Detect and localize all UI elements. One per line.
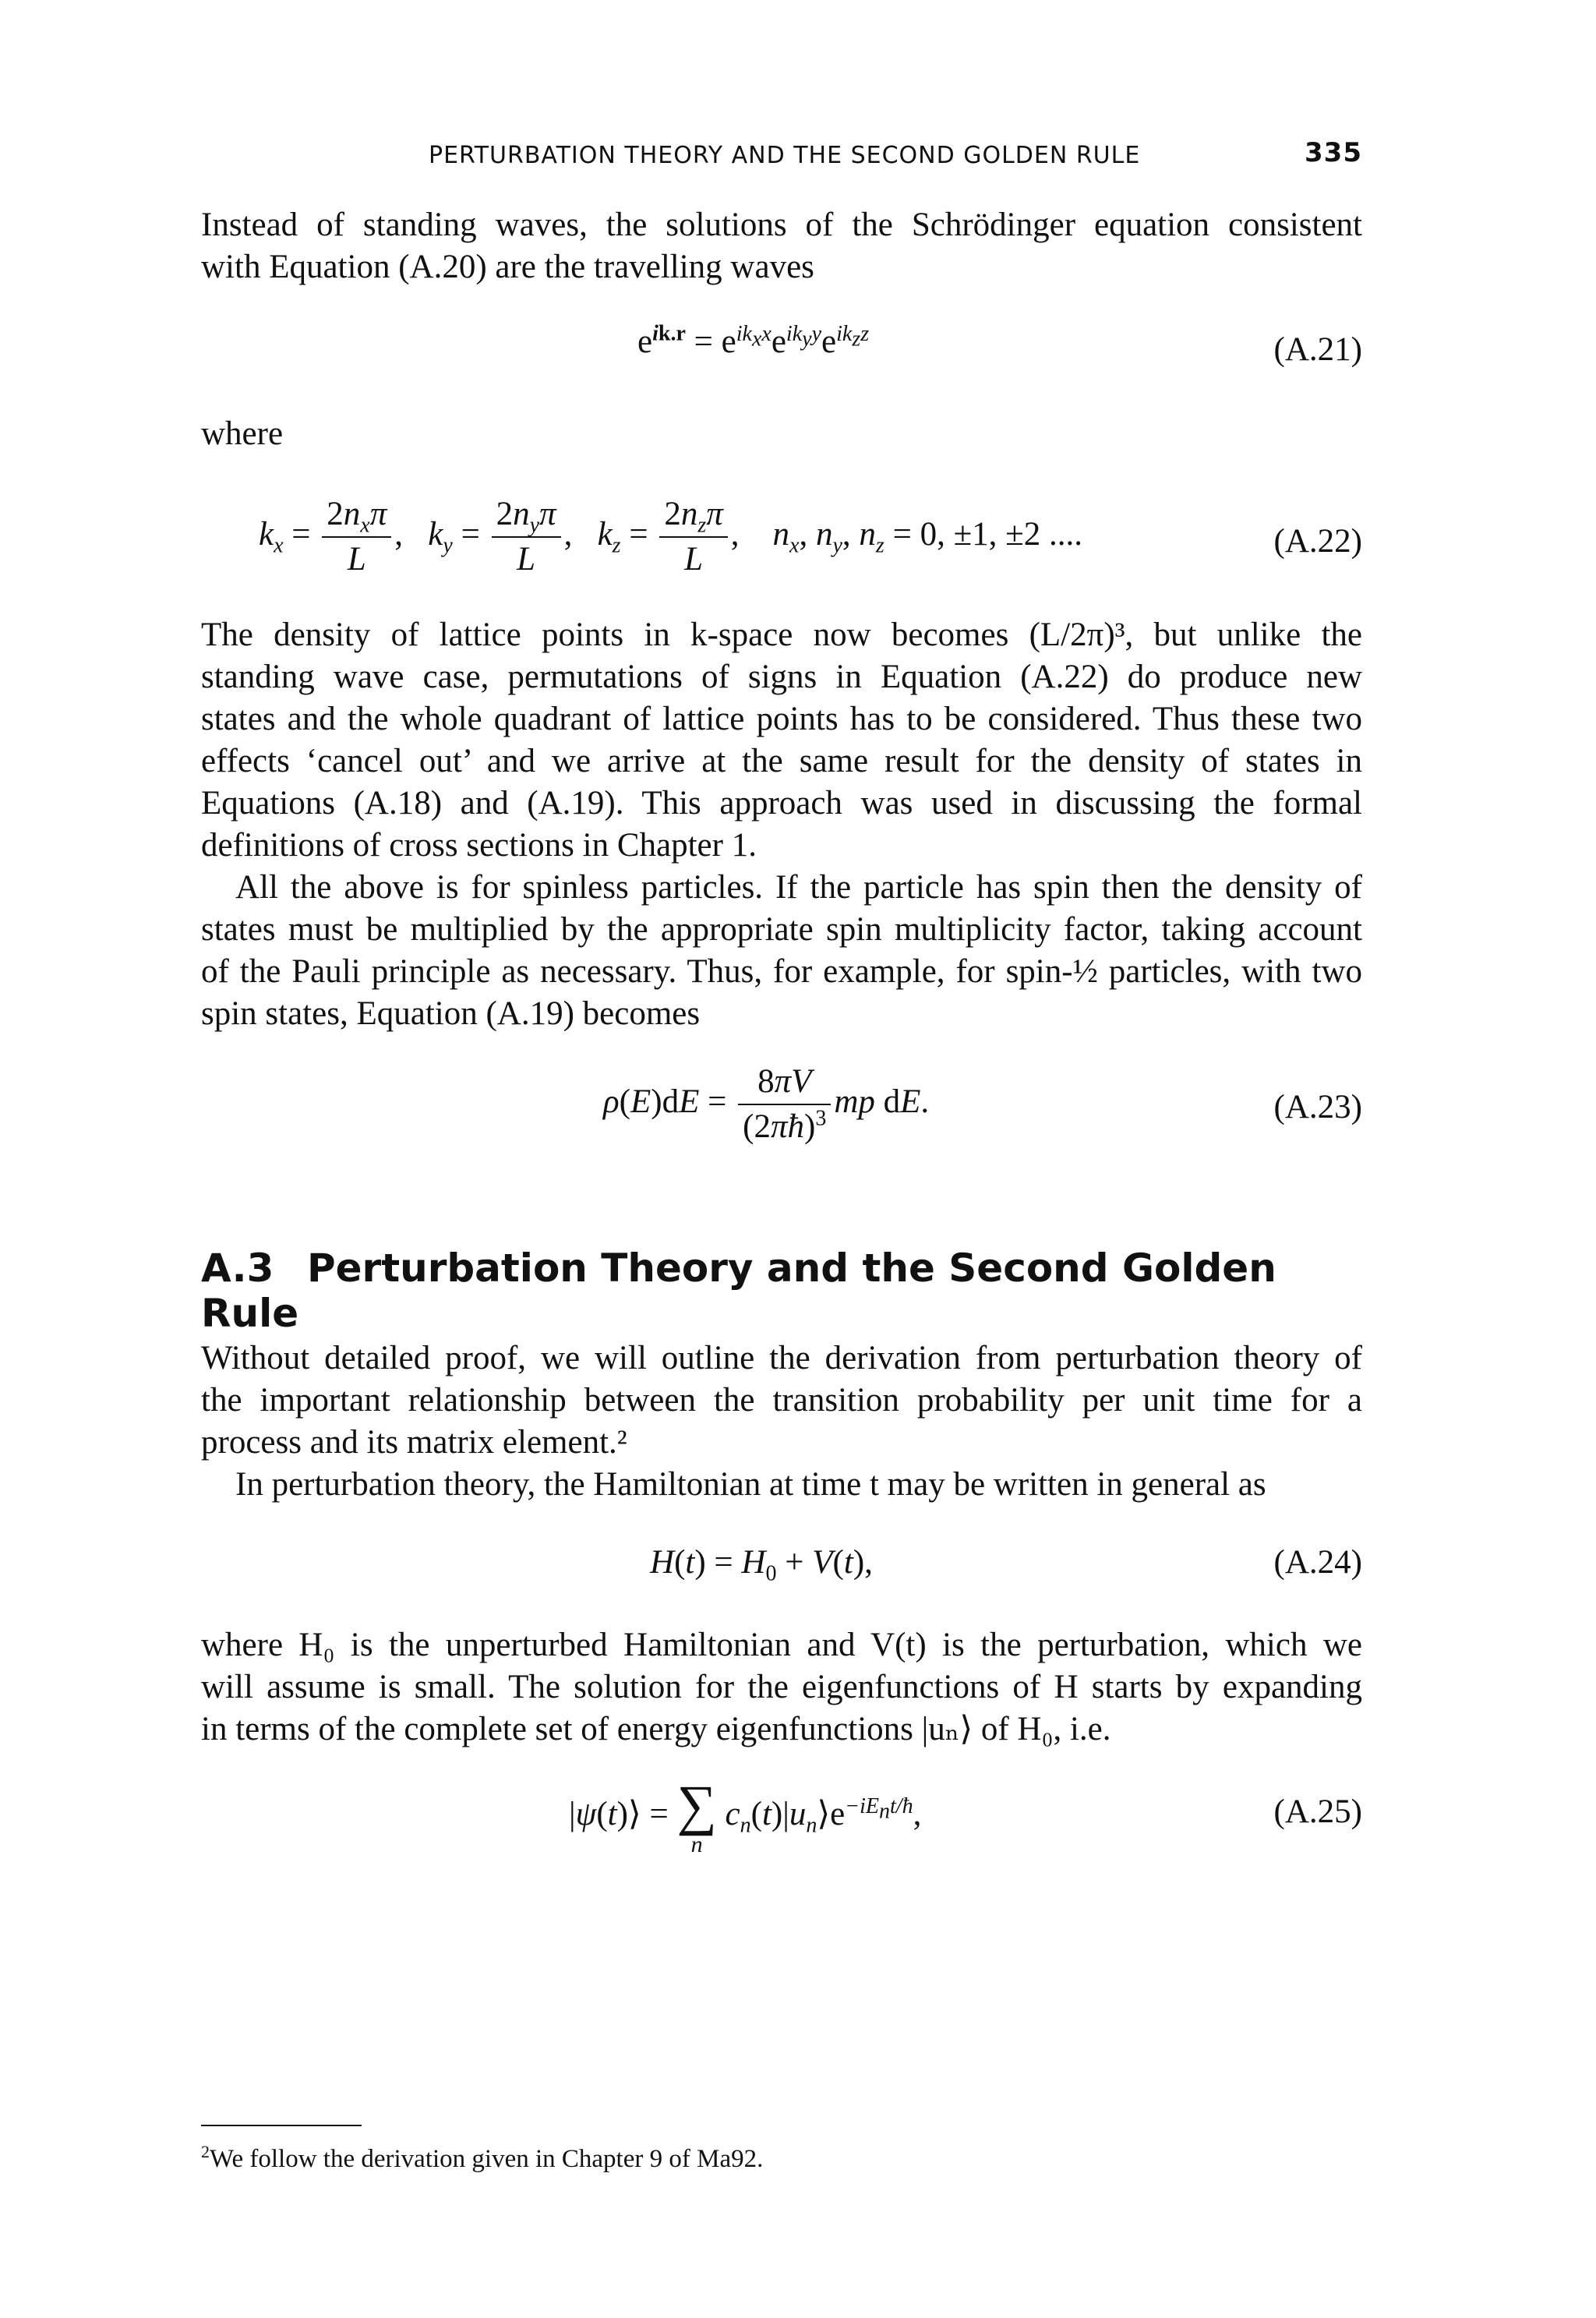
equation-number: (A.21) <box>1273 331 1362 368</box>
equation-a22-content: $k_x$ = $\frac{2n_x\pi}{L}$ , $k_y$ = $\frac{2n_y\pi}{L}$ , $k_z$ = $\frac{2n_z\pi}{L}$ , $n_x$, $n_y$, $n_z = 0$, ±1, ±2 .... <box>259 493 1082 581</box>
running-header <box>201 137 1362 176</box>
paragraph-hamiltonian <box>201 1464 1362 1506</box>
equation-a22 <box>201 493 1362 586</box>
equation-a25-content: |ψ(t)⟩ = ∑ n $c_n(t)|u_n⟩e^{-iE_nt/ħ}$, <box>569 1774 922 1857</box>
equation-number: (A.22) <box>1273 523 1362 560</box>
equation-a25 <box>201 1774 1362 1886</box>
footnote-text: We follow the derivation given in Chapter 9 of Ma92. <box>210 2145 764 2173</box>
equation-a23 <box>201 1060 1362 1161</box>
text-line: All the above is for spinless particles. If the particle has spin then the density of <box>235 869 1362 906</box>
equation-a24 <box>201 1540 1362 1595</box>
equation-a21 <box>201 318 1362 373</box>
text-line: process and its matrix element.² <box>201 1424 627 1461</box>
paragraph-intro <box>201 204 1362 288</box>
section-number: A.3 <box>201 1246 274 1291</box>
text-line: states and the whole quadrant of lattice points has to be considered. Thus these two <box>201 701 1362 737</box>
equation-number: (A.25) <box>1273 1793 1362 1830</box>
text-line: effects ‘cancel out’ and we arrive at the same result for the density of states in <box>201 743 1362 779</box>
paragraph-outline <box>201 1337 1362 1464</box>
text-line: Instead of standing waves, the solutions of the Schrödinger equation consistent <box>201 207 1362 243</box>
text-line: In perturbation theory, the Hamiltonian at time t may be written in general as <box>235 1466 1266 1503</box>
page-number: 335 <box>1305 137 1362 168</box>
running-title: PERTURBATION THEORY AND THE SECOND GOLDEN RULE <box>429 142 1141 169</box>
text-line: Equations (A.18) and (A.19). This approach was used in discussing the formal <box>201 785 1362 822</box>
text-line: where <box>201 415 284 452</box>
equation-number: (A.23) <box>1273 1089 1362 1125</box>
text-line: The density of lattice points in k-space now becomes (L/2π)³, but unlike the <box>201 617 1362 653</box>
text-line: states must be multiplied by the appropriate spin multiplicity factor, taking account <box>201 911 1362 948</box>
footnote-rule <box>201 2125 362 2126</box>
equation-a23-content: ρ(E)dE = $\frac{8\pi V}{(2\pi ħ)^3}$ mp dE. <box>603 1060 929 1149</box>
paragraph-density <box>201 614 1362 867</box>
equation-number: (A.24) <box>1273 1544 1362 1581</box>
text-line: spin states, Equation (A.19) becomes <box>201 995 701 1032</box>
text-line: definitions of cross sections in Chapter 1. <box>201 827 757 864</box>
paragraph-eigenfunctions <box>201 1624 1362 1751</box>
text-line: with Equation (A.20) are the travelling waves <box>201 249 814 285</box>
text-line: where H₀ is the unperturbed Hamiltonian and V(t) is the perturbation, which we <box>201 1627 1362 1663</box>
text-line: standing wave case, permutations of signs in Equation (A.22) do produce new <box>201 659 1362 695</box>
paragraph-where <box>201 413 1362 455</box>
footnote-marker: 2 <box>201 2142 210 2161</box>
section-heading <box>201 1246 1362 1336</box>
text-line: the important relationship between the transition probability per unit time for a <box>201 1382 1362 1419</box>
text-line: Without detailed proof, we will outline the derivation from perturbation theory of <box>201 1340 1362 1376</box>
footnote <box>201 2142 764 2174</box>
section-title: Perturbation Theory and the Second Golden Rule <box>201 1246 1276 1336</box>
text-line: of the Pauli principle as necessary. Thus, for example, for spin-½ particles, with two <box>201 953 1362 990</box>
text-line: will assume is small. The solution for the eigenfunctions of H starts by expanding <box>201 1669 1362 1705</box>
paragraph-spin <box>201 867 1362 1035</box>
equation-a24-content: $H(t) = H_0 + V(t)$, <box>650 1544 873 1586</box>
text-line: in terms of the complete set of energy eigenfunctions |uₙ⟩ of H₀, i.e. <box>201 1711 1111 1747</box>
equation-a21-content: $e^{ik.r} = e^{ik_xx}e^{ik_yy}e^{ik_zz}$ <box>637 321 870 360</box>
